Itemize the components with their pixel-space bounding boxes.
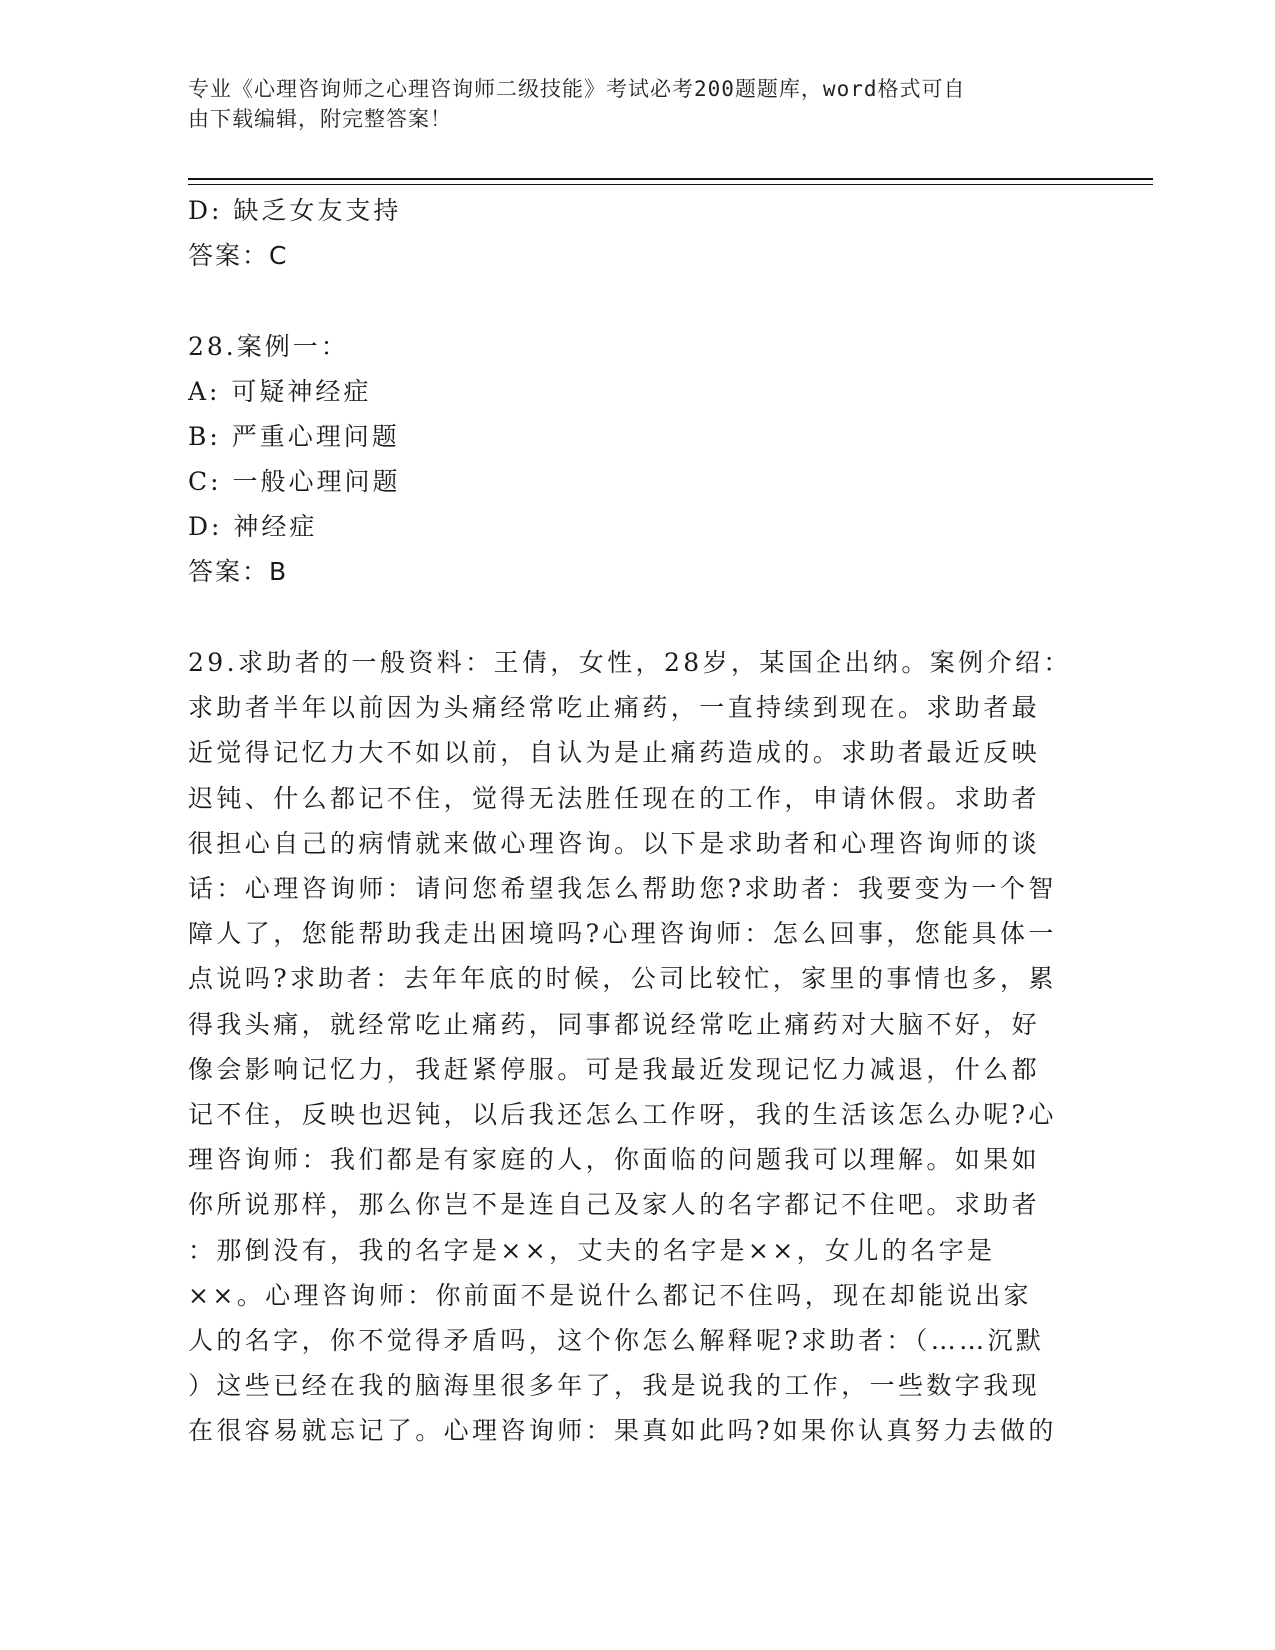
q28-option-d: D: 神经症 bbox=[188, 512, 318, 541]
q28-option-c: C: 一般心理问题 bbox=[188, 467, 401, 496]
q28-option-b: B: 严重心理问题 bbox=[188, 422, 400, 451]
q29-line: 像会影响记忆力，我赶紧停服。可是我最近发现记忆力减退，什么都 bbox=[188, 1054, 1041, 1084]
q28-stem: 28.案例一： bbox=[188, 332, 349, 361]
q29-line: 29.求助者的一般资料：王倩，女性，28岁，某国企出纳。案例介绍： bbox=[188, 648, 1072, 677]
header-rule-thick bbox=[188, 178, 1153, 180]
q29-line: 理咨询师：我们都是有家庭的人，你面临的问题我可以理解。如果如 bbox=[188, 1145, 1041, 1175]
q29-line: ：那倒没有，我的名字是××，丈夫的名字是××，女儿的名字是 bbox=[188, 1235, 996, 1265]
header-rule-thin bbox=[188, 184, 1153, 185]
spacer bbox=[188, 278, 1078, 324]
q29-line: 障人了，您能帮助我走出困境吗?心理咨询师：怎么回事，您能具体一 bbox=[188, 919, 1057, 949]
q29-line: 求助者半年以前因为头痛经常吃止痛药，一直持续到现在。求助者最 bbox=[188, 693, 1041, 723]
q29-paragraph bbox=[188, 640, 1072, 1454]
q29-line: 得我头痛，就经常吃止痛药，同事都说经常吃止痛药对大脑不好，好 bbox=[188, 1009, 1041, 1039]
q29-line: ××。心理咨询师：你前面不是说什么都记不住吗，现在却能说出家 bbox=[188, 1280, 1032, 1310]
q28-option-a: A: 可疑神经症 bbox=[188, 377, 372, 406]
prev-option-d: D: 缺乏女友支持 bbox=[188, 196, 402, 225]
q28-answer: 答案：B bbox=[188, 557, 289, 586]
q29-line: 在很容易就忘记了。心理咨询师：果真如此吗?如果你认真努力去做的 bbox=[188, 1416, 1057, 1446]
q29-line: 话：心理咨询师：请问您希望我怎么帮助您?求助者：我要变为一个智 bbox=[188, 874, 1057, 904]
header-line-2: 由下载编辑，附完整答案！ bbox=[188, 107, 452, 131]
q29-line: 人的名字，你不觉得矛盾吗，这个你怎么解释呢?求助者：（……沉默 bbox=[188, 1326, 1045, 1356]
page-header bbox=[188, 74, 1068, 134]
q29-line: 迟钝、什么都记不住，觉得无法胜任现在的工作，申请休假。求助者 bbox=[188, 783, 1041, 813]
header-line-1: 专业《心理咨询师之心理咨询师二级技能》考试必考200题题库，word格式可自 bbox=[188, 77, 966, 101]
page-content bbox=[188, 188, 1078, 1454]
prev-answer: 答案：C bbox=[188, 241, 289, 270]
q29-line: 你所说那样，那么你岂不是连自己及家人的名字都记不住吧。求助者 bbox=[188, 1190, 1041, 1220]
q29-line: 很担心自己的病情就来做心理咨询。以下是求助者和心理咨询师的谈 bbox=[188, 828, 1041, 858]
q29-line: 点说吗?求助者：去年年底的时候，公司比较忙，家里的事情也多，累 bbox=[188, 964, 1057, 994]
q29-line: 近觉得记忆力大不如以前，自认为是止痛药造成的。求助者最近反映 bbox=[188, 738, 1041, 768]
spacer bbox=[188, 594, 1078, 640]
q29-line: ）这些已经在我的脑海里很多年了，我是说我的工作，一些数字我现 bbox=[188, 1371, 1041, 1401]
q29-line: 记不住，反映也迟钝，以后我还怎么工作呀，我的生活该怎么办呢?心 bbox=[188, 1100, 1057, 1130]
